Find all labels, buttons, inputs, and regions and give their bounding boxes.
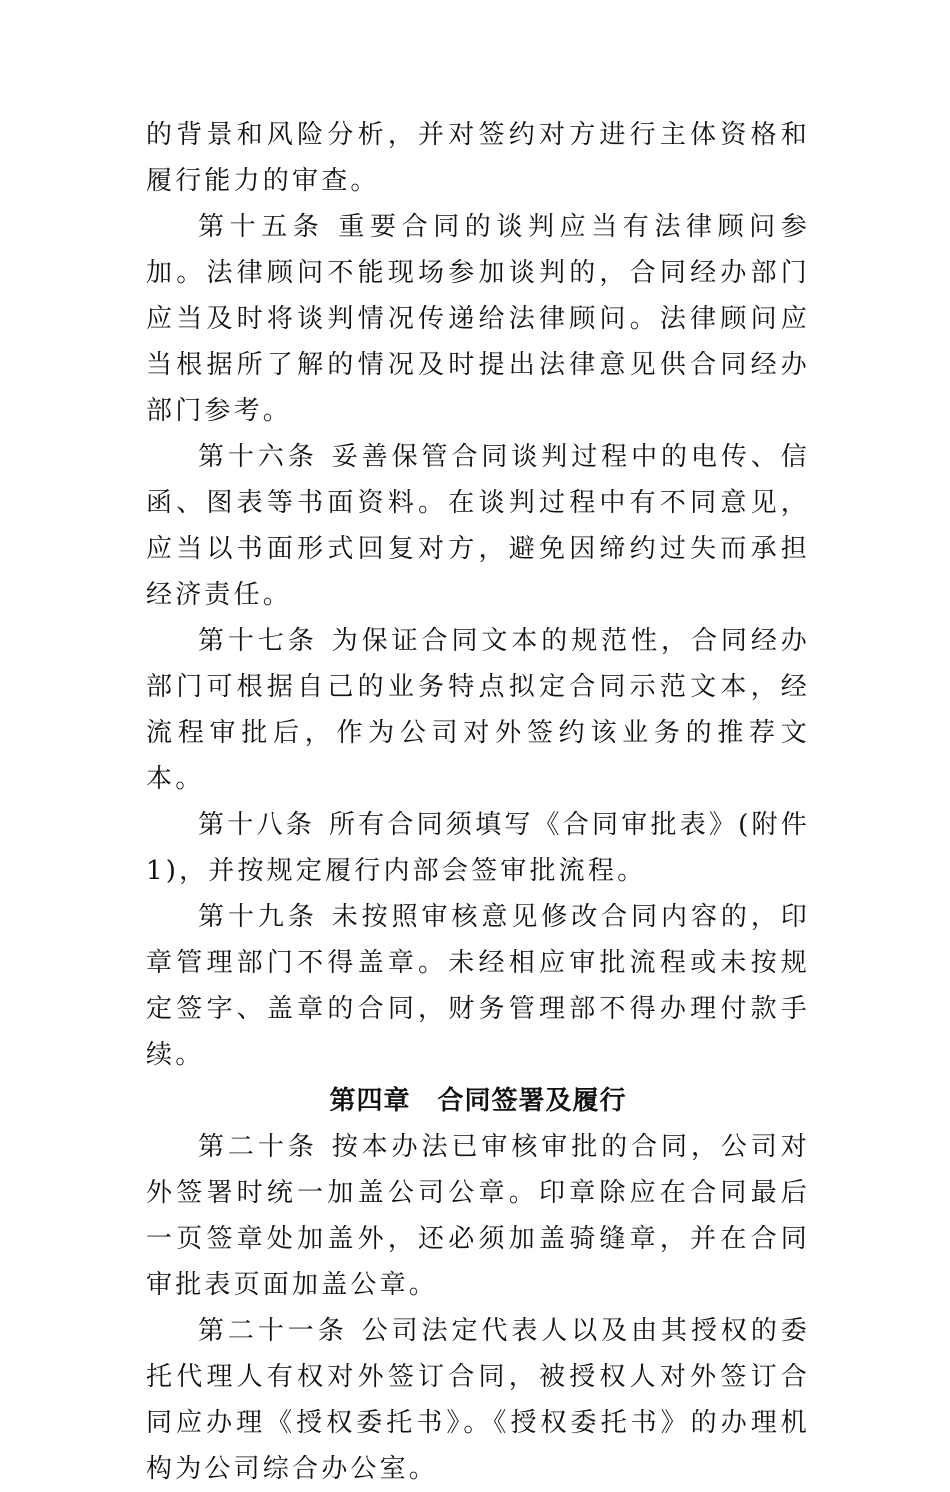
article-15 [146,204,810,434]
article-number: 第十五条 [198,212,325,242]
document-page [146,112,810,1492]
article-18 [146,802,810,894]
article-text: 未按照审核意见修改合同内容的，印章管理部门不得盖章。未经相应审批流程或未按规定签字、盖章的合同，财务管理部不得办理付款手续。 [146,902,810,1070]
article-text: 为保证合同文本的规范性，合同经办部门可根据自己的业务特点拟定合同示范文本，经流程审批后，作为公司对外签约该业务的推荐文本。 [146,626,810,794]
article-text: 所有合同须填写《合同审批表》(附件 1)，并按规定履行内部会签审批流程。 [146,810,810,886]
article-20 [146,1124,810,1308]
paragraph-text: 的背景和风险分析，并对签约对方进行主体资格和履行能力的审查。 [146,120,810,196]
article-number: 第十六条 [198,442,318,472]
article-16 [146,434,810,618]
article-17 [146,618,810,802]
article-number: 第十七条 [198,626,318,656]
article-number: 第十八条 [198,810,315,840]
paragraph-continuation [146,112,810,204]
article-number: 第二十一条 [198,1316,348,1346]
article-21 [146,1308,810,1492]
article-text: 重要合同的谈判应当有法律顾问参加。法律顾问不能现场参加谈判的，合同经办部门应当及时将谈判情况传递给法律顾问。法律顾问应当根据所了解的情况及时提出法律意见供合同经办部门参考。 [146,212,810,426]
article-text: 按本办法已审核审批的合同，公司对外签署时统一加盖公司公章。印章除应在合同最后一页签章处加盖外，还必须加盖骑缝章，并在合同审批表页面加盖公章。 [146,1132,810,1300]
chapter-title: 第四章 合同签署及履行 [329,1086,627,1116]
article-text: 妥善保管合同谈判过程中的电传、信函、图表等书面资料。在谈判过程中有不同意见，应当以书面形式回复对方，避免因缔约过失而承担经济责任。 [146,442,810,610]
article-number: 第十九条 [198,902,318,932]
article-text: 公司法定代表人以及由其授权的委托代理人有权对外签订合同，被授权人对外签订合同应办理《授权委托书》。《授权委托书》的办理机构为公司综合办公室。 [146,1316,810,1484]
article-19 [146,894,810,1078]
article-number: 第二十条 [198,1132,318,1162]
